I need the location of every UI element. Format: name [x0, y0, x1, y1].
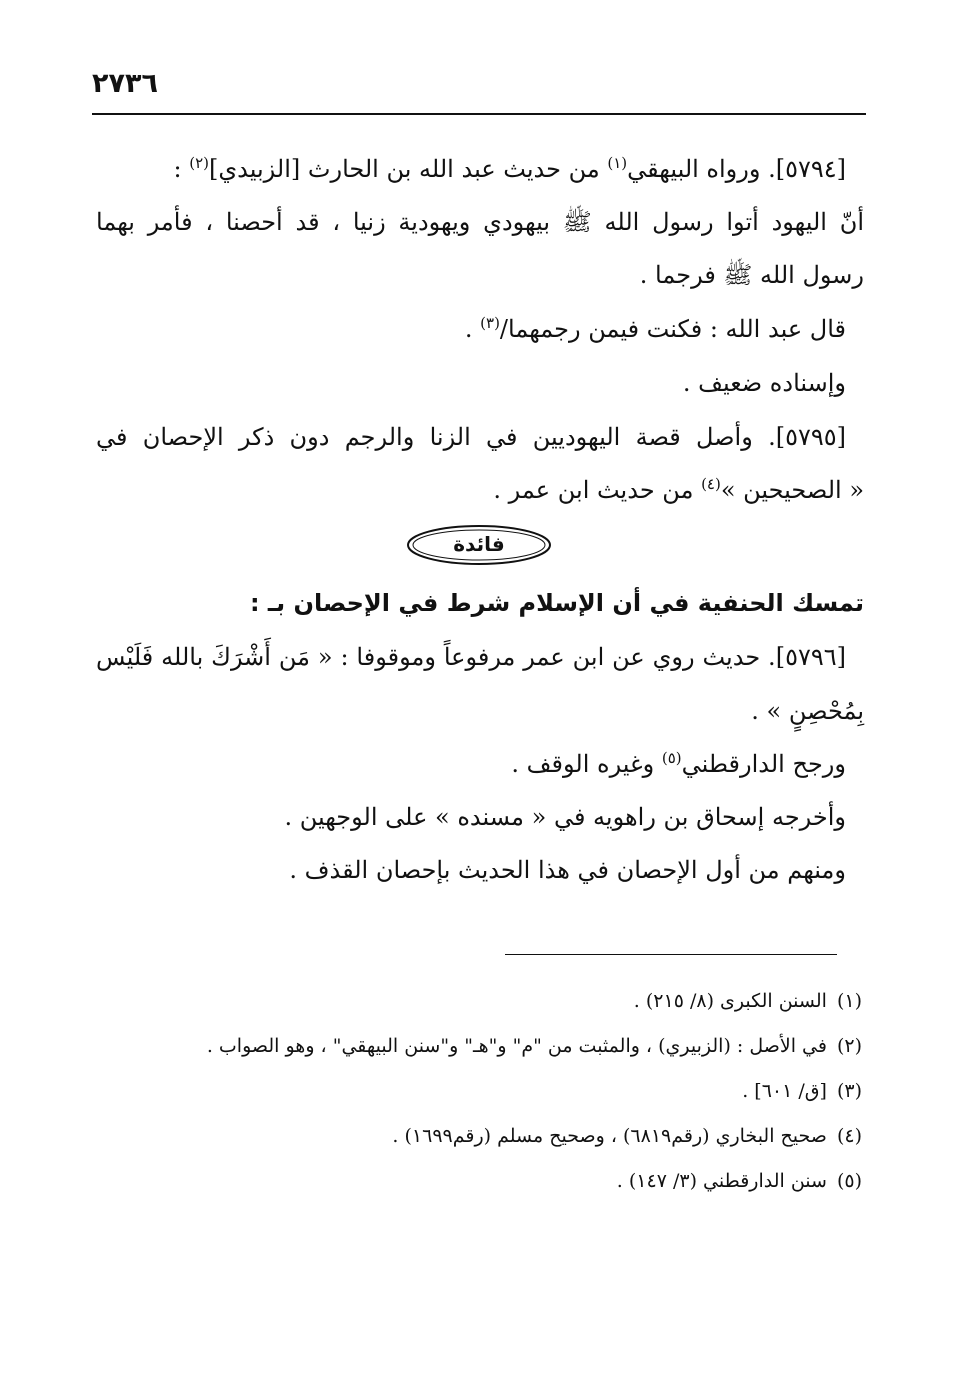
footnote-2	[207, 1032, 862, 1060]
footnote-4	[392, 1122, 862, 1150]
footnote-3	[742, 1077, 862, 1105]
footnote-3-number: (٣)	[836, 1080, 862, 1102]
entry-5794-text-b: من حديث عبد الله بن الحارث [الزبيدي]	[209, 155, 608, 183]
abdullah-quote-text: قال عبد الله : فكنت فيمن رجمهما/	[499, 315, 846, 343]
footnote-ref-5[interactable]: (٥)	[661, 749, 682, 767]
footnote-1-number: (١)	[836, 990, 862, 1012]
entry-5794-text-a: [٥٧٩٤]. ورواه البيهقي	[627, 155, 846, 183]
section-heading: تمسك الحنفية في أن الإسلام شرط في الإحصان بـ :	[249, 589, 864, 617]
footnote-rule	[505, 954, 837, 955]
footnote-2-text: في الأصل : (الزبيري) ، والمثبت من "م" و"هـ" و"سنن البيهقي" ، وهو الصواب .	[206, 1035, 827, 1057]
footnote-ref-1[interactable]: (١)	[607, 154, 628, 172]
entry-5794-line-1	[174, 152, 847, 186]
isnad-weak: وإسناده ضعيف .	[682, 369, 846, 397]
entry-5794-text-c: :	[173, 155, 190, 183]
footnote-ref-3[interactable]: (٣)	[480, 314, 500, 332]
fayda-label: فائدة	[453, 532, 505, 556]
daraqutni-text-end: وغيره الوقف .	[511, 750, 662, 778]
abdullah-quote	[465, 312, 846, 346]
footnote-ref-4[interactable]: (٤)	[701, 475, 721, 493]
footnote-5	[617, 1167, 862, 1195]
footnote-1	[634, 987, 862, 1015]
entry-5795-text-end: من حديث ابن عمر .	[493, 476, 702, 504]
footnote-3-text: [ق/ ٦٠١] .	[742, 1080, 827, 1102]
daraqutni-text: ورجح الدارقطني	[681, 750, 846, 778]
footnote-5-text: سنن الدارقطني (٣/ ١٤٧) .	[616, 1170, 827, 1192]
ishaq-line: وأخرجه إسحاق بن راهويه في « مسنده » على الوجهين .	[284, 803, 846, 831]
daraqutni-line	[511, 747, 846, 781]
entry-5795-line-1: [٥٧٩٥]. وأصل قصة اليهوديين في الزنا والرجم دون ذكر الإحصان في	[96, 423, 846, 451]
fayda-badge	[405, 522, 553, 568]
entry-5794-line-3: رسول الله ﷺ فرجما .	[639, 261, 864, 289]
header-rule	[92, 113, 866, 115]
page-number: ٢٧٣٦	[92, 68, 158, 99]
footnote-1-text: السنن الكبرى (٨/ ٢١٥) .	[633, 990, 827, 1012]
entry-5796-line-2: بِمُحْصِنٍ » .	[751, 697, 864, 725]
footnote-4-number: (٤)	[836, 1125, 862, 1147]
footnote-5-number: (٥)	[836, 1170, 862, 1192]
entry-5795-line-2	[493, 473, 864, 507]
footnote-ref-2[interactable]: (٢)	[189, 154, 209, 172]
entry-5796-line-1: [٥٧٩٦]. حديث روي عن ابن عمر مرفوعاً وموقوفا : « مَن أَشْرَكَ بالله فَلَيْس	[96, 643, 846, 671]
entry-5794-line-2: أنّ اليهود أتوا رسول الله ﷺ بيهودي ويهودية زنيا ، قد أحصنا ، فأمر بهما	[96, 208, 865, 236]
abdullah-quote-end: .	[464, 315, 481, 343]
minhum-line: ومنهم من أول الإحصان في هذا الحديث بإحصان القذف .	[289, 856, 846, 884]
sahihayn-label: « الصحيحين »	[720, 476, 864, 504]
footnote-2-number: (٢)	[836, 1035, 862, 1057]
footnote-4-text: صحيح البخاري (رقم٦٨١٩) ، وصحيح مسلم (رقم١٦٩٩) .	[392, 1125, 827, 1147]
